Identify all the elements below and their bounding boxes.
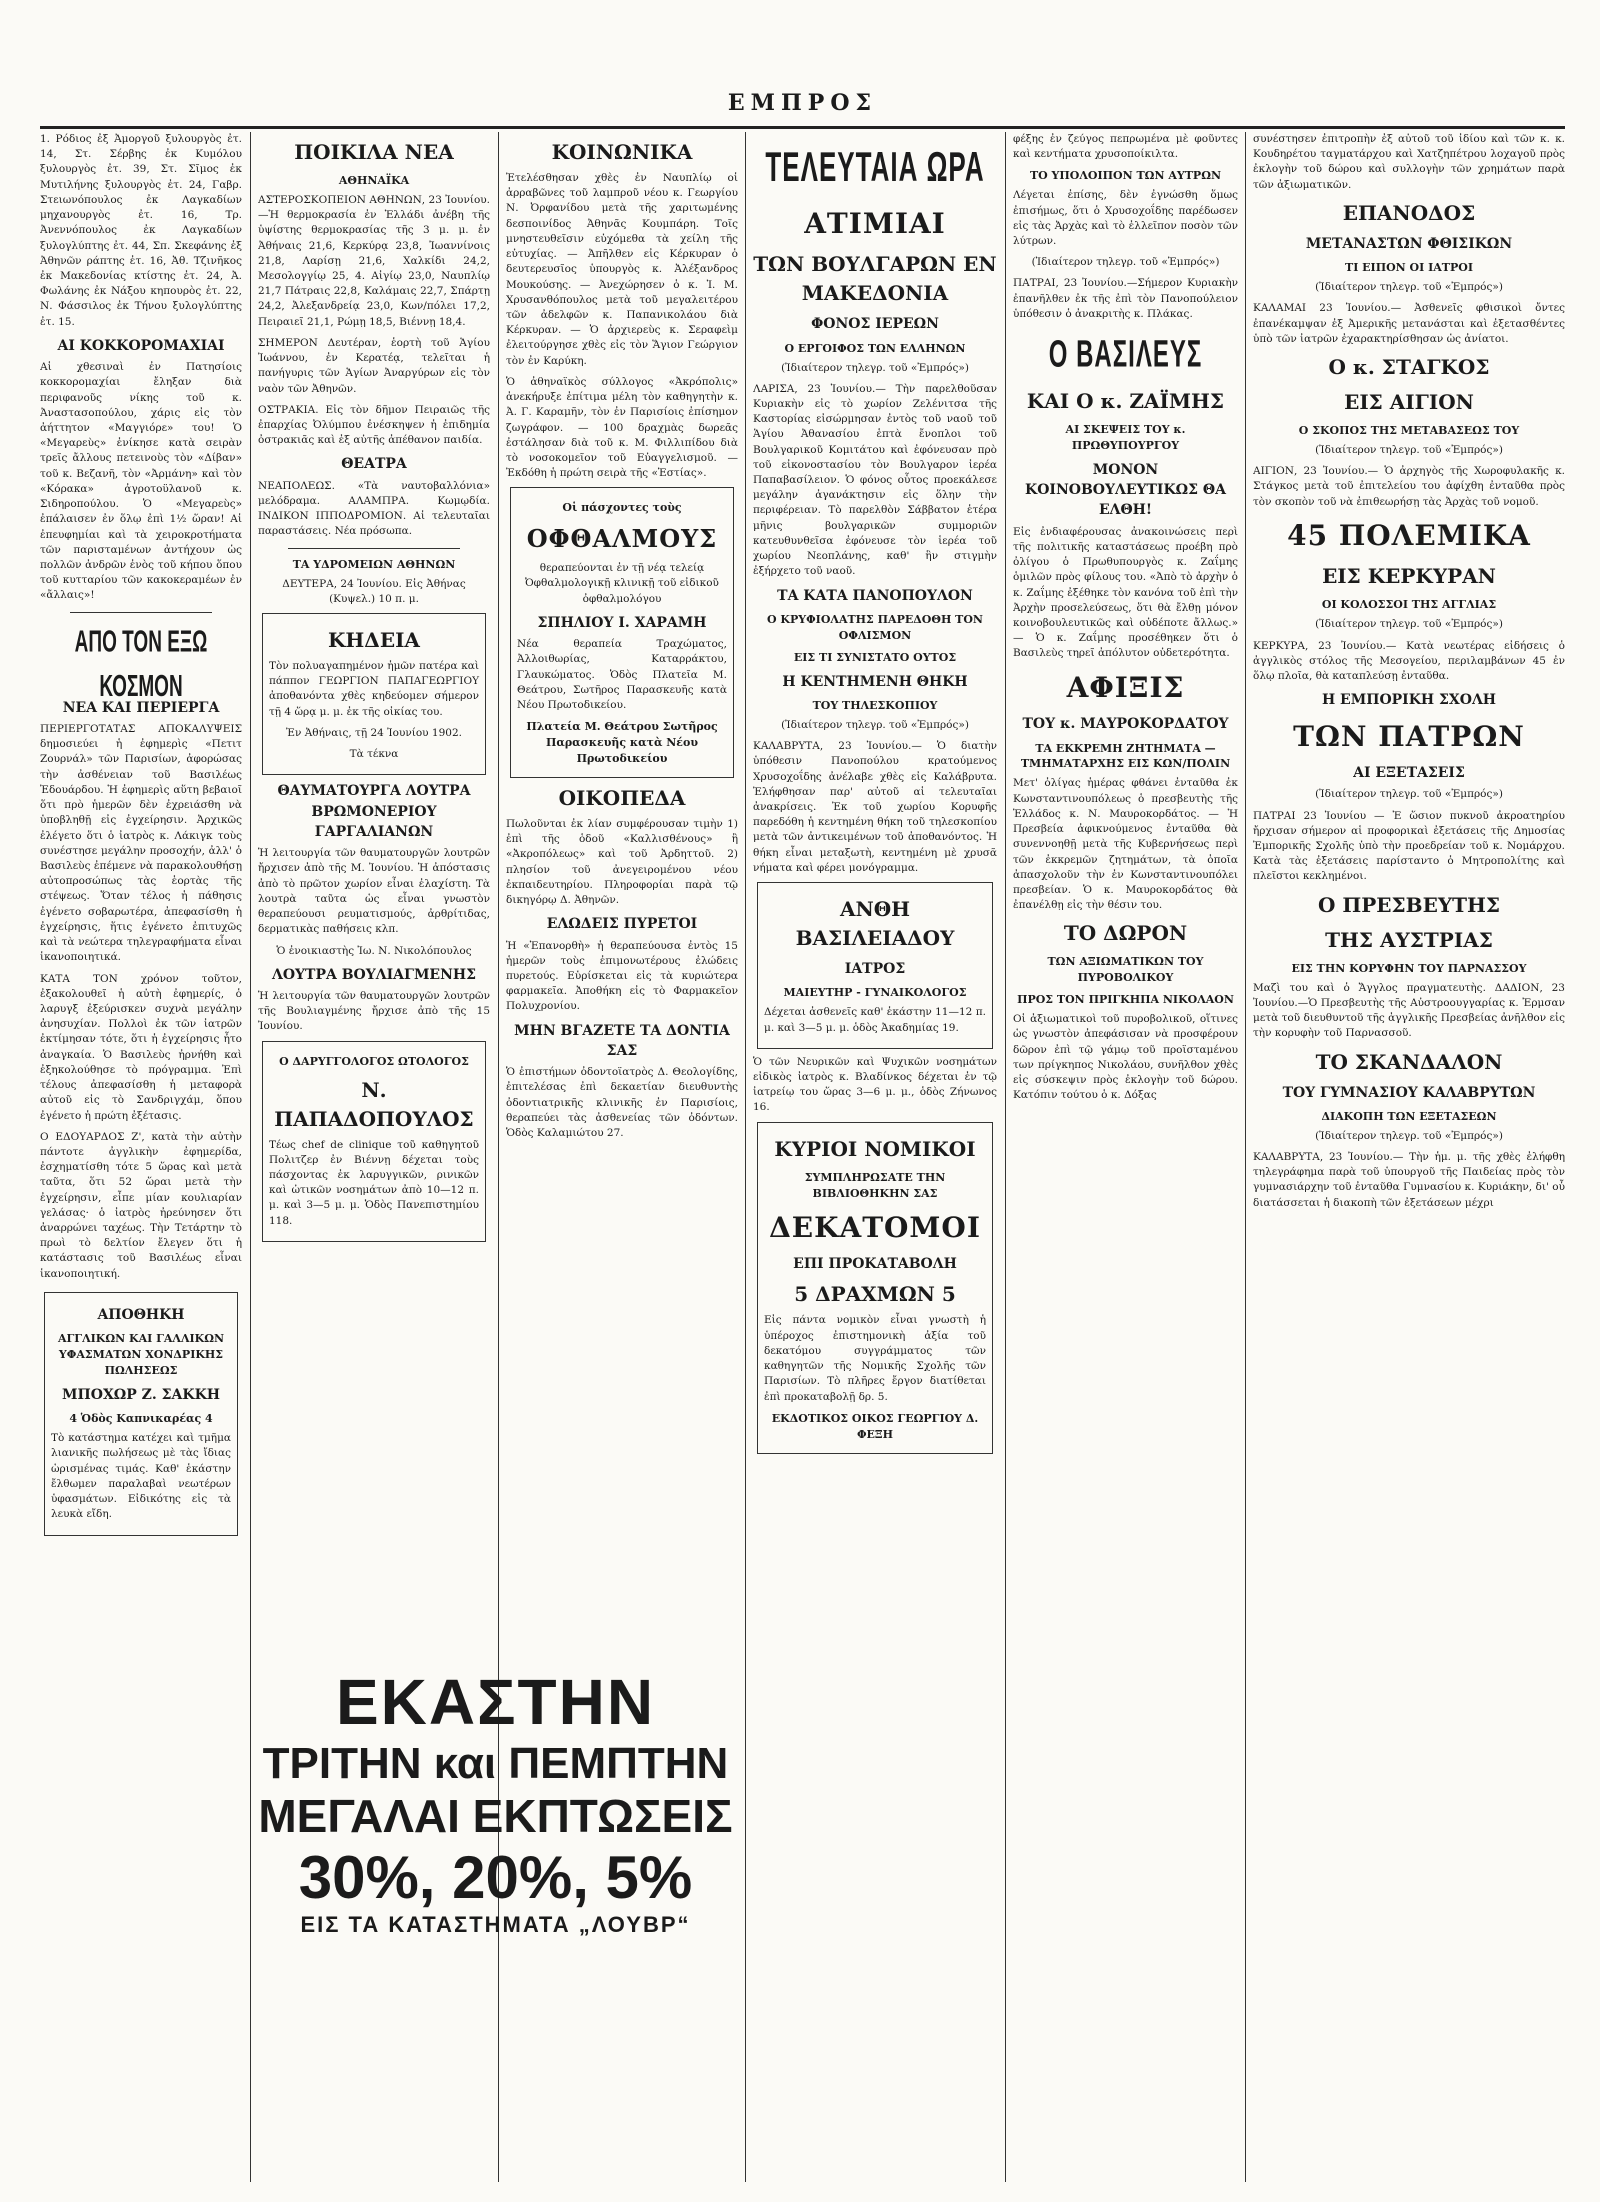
- heading-polemika: 45 ΠΟΛΕΜΙΚΑ: [1287, 518, 1531, 552]
- heading-mavrokordatou: ΤΟΥ κ. ΜΑΥΡΟΚΟΡΔΑΤΟΥ: [1022, 716, 1229, 733]
- telegram-source: (Ἰδιαίτερον τηλεγρ. τοῦ «Ἐμπρός»): [1315, 788, 1503, 801]
- masthead: [40, 90, 1565, 129]
- column-6: [1253, 132, 1565, 2182]
- heading-kata-panopoulon: ΤΑ ΚΑΤΑ ΠΑΝΟΠΟΥΛΟΝ: [777, 587, 973, 604]
- notice-kideia: [262, 613, 486, 775]
- heading-teleutaia-ora: ΤΕΛΕΥΤΑΙΑ ΩΡΑ: [765, 142, 985, 191]
- article-text: ΣΗΜΕΡΟΝ Δευτέραν, ἑορτὴ τοῦ Ἁγίου Ἰωάννου, ἐν Κερατέᾳ, τελεῖται ἡ πανήγυρις τῶν Ἁγίων Ἀναργύρων εἰς τὸν ναὸν τῶν Ἀθηνῶν.: [258, 336, 490, 395]
- column-rule: [745, 132, 746, 2182]
- heading-atimiai: ΑΤΙΜΙΑΙ: [804, 206, 946, 240]
- subheading: ΤΩΝ ΑΞΙΩΜΑΤΙΚΩΝ ΤΟΥ ΠΥΡΟΒΟΛΙΚΟΥ: [1047, 955, 1204, 985]
- divider: [288, 548, 460, 549]
- subheading: ΕΙΣ ΤΗΝ ΚΟΡΥΦΗΝ ΤΟΥ ΠΑΡΝΑΣΣΟΥ: [1291, 961, 1527, 975]
- ad-papadopoulos: [262, 1041, 486, 1242]
- ad-louvre: [258, 1665, 733, 2145]
- heading-ypoloipon: ΤΟ ΥΠΟΛΟΙΠΟΝ ΤΩΝ ΑΥΤΡΩΝ: [1029, 169, 1222, 183]
- article-text: Εἰς ἐνδιαφέρουσας ἀνακοινώσεις περὶ τῆς πολιτικῆς καταστάσεως προέβη πρὸ ὀλίγου ὁ Πρωθυπουργὸς κ. Ζαΐμης ὁμιλῶν πρὸς φίλους του. «Ἀπὸ τὸ ἀρχὴν ὁ κ. Ζαΐμης ἐξέθηκε τὸν κανόνα τοῦ ἐπὶ τὴν Ἀρχὴν προσελεύσεως, ὅτι θὰ ἔλθῃ μόνον κοινοβουλευτικῶς καὶ οὐδέποτε ἄλλως.» — Ὁ κ. Ζαΐμης προσέθηκεν ὅτι ὁ Βασιλεὺς τηρεῖ ἀπόλυτον οὐδετερότητα.: [1013, 525, 1238, 660]
- column-5: [1013, 132, 1238, 2182]
- article-text: Αἱ χθεσιναὶ ἐν Πατησίοις κοκκορομαχίαι ἔληξαν διὰ περιφανοῦς νίκης τοῦ κ. Ἀναστασοπούλου, χάρις εἰς τὸν ἀήττητον «Μαγγιόρε» του! Ὁ «Μεγαρεὺς» ἐνίκησε κατὰ σειρὰν τρεῖς ἄλλους πετεινοὺς τὸν «Δίβαν» τοῦ κ. Βεζανῆ, τὸν «Ἀρμάνη» καὶ τὸν «Κόρακα» ἀγροτοϋλανοῦ κ. Σιδηροπούλου. Ὁ «Μεγαρεὺς» ἐπάλαισεν ἐν ὅλῳ ἐπὶ 1½ ὥραν! Αἱ ἐπευφημίαι καὶ τὰ χειροκροτήματα τῶν παρισταμένων ἀντήχουν ὡς πολλῶν ἀνδρῶν ἐνὸς τοῦ κήπου ὅπου τοῦ κυτταρίου τῶν κακοκεραμέων ἐν «ἄλλαις»!: [40, 361, 242, 602]
- ad-line: ΜΕΓΑΛΑΙ ΕΚΠΤΩΣΕΙΣ: [258, 1790, 733, 1842]
- heading-metanaston: ΜΕΤΑΝΑΣΤΩΝ ΦΘΙΣΙΚΩΝ: [1305, 235, 1513, 252]
- article-text: Ο ΕΔΟΥΑΡΔΟΣ Ζ', κατὰ τὴν αὐτὴν πάντοτε ἀγγλικὴν ἐφημερίδα, ἐσχηματίσθη τότε 5 ὥρας καὶ μετὰ ταῦτα, ὅτι 52 ὥραι μετὰ τὴν ἐγχείρησιν, εἶπε μίαν κουλιαρίαν γελάσας· ὁ ἰατρὸς ἠρεύνησεν ὅτι ἀναρρώνει ταχέως. Τὴν Τετάρτην τὸ πρωὶ τὸ δελτίον ἔλεγεν ὅτι ἡ κατάστασις τοῦ Βασιλέως εἶναι ἱκανοποιητική.: [40, 1130, 242, 1280]
- ad-line: ΕΙΣ ΤΑ ΚΑΤΑΣΤΗΜΑΤΑ „ΛΟΥΒΡ“: [300, 1912, 691, 1937]
- ad-ophthalmoi: [510, 487, 734, 778]
- ad-text: Δέχεται ἀσθενεῖς καθ' ἑκάστην 11—12 π. μ. καὶ 3—5 μ. μ. ὁδὸς Ἀκαδημίας 19.: [764, 1006, 986, 1034]
- ad-address: Πλατεία Μ. Θεάτρου Σωτῆρος Παρασκευῆς κατὰ Νέου Πρωτοδικείου: [526, 720, 718, 766]
- heading-loutra-vromoneriou: ΘΑΥΜΑΤΟΥΡΓΑ ΛΟΥΤΡΑ ΒΡΩΜΟΝΕΡΙΟΥ ΓΑΡΓΑΛΙΑΝΩΝ: [277, 783, 471, 840]
- heading-athinaika: ΑΘΗΝΑΪΚΑ: [338, 174, 410, 187]
- telegram-source: (Ἰδιαίτερον τηλεγρ. τοῦ «Ἐμπρός»): [1031, 256, 1220, 269]
- column-rule: [1245, 132, 1246, 2182]
- ad-publisher: ΕΚΔΟΤΙΚΟΣ ΟΙΚΟΣ ΓΕΩΡΓΙΟΥ Δ. ΦΕΞΗ: [771, 1411, 979, 1441]
- article-text: ΚΕΡΚΥΡΑ, 23 Ἰουνίου.— Κατὰ νεωτέρας εἰδήσεις ὁ ἀγγλικὸς στόλος τῆς Μεσογείου, περιλαμβάνων 45 ἐν ὅλῳ πλοῖα, θὰ καταπλεύσῃ ἐνταῦθα.: [1253, 639, 1565, 682]
- heading-gymnasiou: ΤΟΥ ΓΥΜΝΑΣΙΟΥ ΚΑΛΑΒΡΥΤΩΝ: [1282, 1084, 1536, 1101]
- notice-text: Τὸν πολυαγαπημένον ἡμῶν πατέρα καὶ πάππον ΓΕΩΡΓΙΟΝ ΠΑΠΑΓΕΩΡΓΙΟΥ ἀποθανόντα χθὲς κηδεύομεν σήμερον τῇ 4 ὥρᾳ μ. μ. ἐκ τῆς οἰκίας του.: [269, 659, 479, 718]
- heading-stagkos: Ο κ. ΣΤΑΓΚΟΣ: [1328, 354, 1490, 379]
- column-rule: [250, 132, 251, 2182]
- article-text: ΚΑΛΑΒΡΥΤΑ, 23 Ἰουνίου.— Τὴν ἡμ. μ. τῆς χθὲς ἐλήφθη τηλεγράφημα παρὰ τοῦ ὑπουργοῦ τῆς Παιδείας πρὸς τὸν γυμνασιάρχην τοῦ ἐνταῦθα Γυμνασίου κ. Κυριάκην, δι' οὗ διατάσσεται ἡ διακοπὴ τῶν ἐξετάσεων μέχρι: [1253, 1150, 1565, 1209]
- telegram-source: (Ἰδιαίτερον τηλεγρ. τοῦ «Ἐμπρός»): [1315, 443, 1503, 456]
- article-text: Ἐτελέσθησαν χθὲς ἐν Ναυπλίῳ οἱ ἀρραβῶνες τοῦ λαμπροῦ νέου κ. Γεωργίου Ν. Ὀρφανίδου μετὰ τῆς χαριτωμένης δεσποινίδος Ἀθηνᾶς Κουμπάρη. Τοῖς μνηστευθεῖσιν εὐχόμεθα τὰ χείλη τῆς εὐτυχίας. — Ἀπῆλθεν εἰς Κέρκυραν ὁ δευτερευσῖος ὑπουργὸς κ. Ἀλέξανδρος Μουκούσης. — Ἀνεχώρησεν ὁ κ. Ἰ. Μ. Χρυσανθόπουλος μετὰ τοῦ μεγαλειτέρου τῶν ἀδελφῶν κ. Παπανικολάου διὰ Κέρκυραν. — Ὁ ἀρχιερεὺς κ. Σεραφεὶμ ἐλειτούργησε χθὲς εἰς τὸν Ἅγιον Γεώργιον τὸν ἐν Καρύκη.: [506, 172, 738, 367]
- heading-nea-perierga: ΝΕΑ ΚΑΙ ΠΕΡΙΕΡΓΑ: [62, 699, 220, 716]
- article-text: Λέγεται ἐπίσης, δὲν ἐγνώσθη ὅμως ἐπισήμως, ὅτι ὁ Χρυσοχοΐδης παρέδωσεν εἰς τὰς Ἀρχὰς καὶ τὸ ἐλλεῖπον ποσὸν τῶν λύτρων.: [1013, 189, 1238, 248]
- notice-date: Ἐν Ἀθήναις, τῇ 24 Ἰουνίου 1902.: [286, 726, 462, 739]
- heading-voulgaron: ΤΩΝ ΒΟΥΛΓΑΡΩΝ ΕΝ ΜΑΚΕΔΟΝΙΑ: [753, 252, 997, 306]
- ad-text: Εἰς πάντα νομικὸν εἶναι γνωστὴ ἡ ὑπέροχος ἐπιστημονικὴ ἀξία τοῦ δεκατόμου συγγράμματος τῶν καθηγητῶν τῆς Νομικῆς Σχολῆς τῶν Παρισίων. Τὸ πλῆρες ἔργον διατίθεται ἐπὶ προκαταβολῇ δρ. 5.: [764, 1314, 986, 1403]
- article-text: ΔΕΥΤΕΡΑ, 24 Ἰουνίου. Εἰς Ἀθήνας (Κυψελ.) 10 π. μ.: [282, 577, 466, 605]
- subheading: ΤΟΥ ΤΗΛΕΣΚΟΠΙΟΥ: [812, 698, 938, 712]
- ad-heading: ΑΠΟΘΗΚΗ: [97, 1306, 185, 1323]
- heading-koinonika: ΚΟΙΝΩΝΙΚΑ: [551, 140, 693, 164]
- article-text: Ὁ ἐπιστήμων ὀδοντοϊατρὸς Δ. Θεολογίδης, ἐπιτελέσας ἐπὶ δεκαετίαν διευθυντὴς ὀδοντιατρικῆς κλινικῆς ἐν Παρισίοις, θεραπεύει τὰς ἀσθενείας τῶν ὀδόντων. Ὁδὸς Καλαμιώτου 27.: [506, 1066, 738, 1140]
- ad-line: 30%, 20%, 5%: [298, 1844, 693, 1911]
- ad-heading: ΚΥΡΙΟΙ ΝΟΜΙΚΟΙ: [774, 1136, 976, 1161]
- heading-fonos-iereon: ΦΟΝΟΣ ΙΕΡΕΩΝ: [811, 316, 939, 333]
- article-text: ΟΣΤΡΑΚΙΑ. Εἰς τὸν δῆμον Πειραιῶς τῆς ἐπαρχίας Ὀλύμπου ἐνέσκηψεν ἡ ἐπιδημία ὀστρακιᾶς καὶ ἐξ αὐτῆς ἀπέθανον παιδία.: [258, 403, 490, 447]
- ad-subheading: ΑΓΓΛΙΚΩΝ ΚΑΙ ΓΑΛΛΙΚΩΝ ΥΦΑΣΜΑΤΩΝ ΧΟΝΔΡΙΚΗΣ ΠΩΛΗΣΕΩΣ: [57, 1332, 225, 1378]
- notice-signed: Τὰ τέκνα: [349, 748, 399, 761]
- article-text: Ὁ ἀθηναϊκὸς σύλλογος «Ἀκρόπολις» ἀνεκήρυξε ἐπίτιμα μέλη τὸν καθηγητὴν κ. Ἀ. Γ. Καραμῆν, τὸν ἐν Παρισίοις ἐπίσημον ζωγράφον. — 100 δραχμὰς δωρεᾶς ἐστάλησαν διὰ τοῦ κ. Μ. Φιλλιπίδου διὰ τὸ νοσοκομεῖον τοῦ Εὐαγγελισμοῦ. — Ἐκδόθη ἡ πρώτη σειρὰ τῆς «Ἑστίας».: [506, 375, 738, 480]
- subheading: ΜΟΝΟΝ ΚΟΙΝΟΒΟΥΛΕΥΤΙΚΩΣ ΘΑ ΕΛΘΗ!: [1025, 461, 1226, 519]
- ad-heading: ΟΦΘΑΛΜΟΥΣ: [526, 524, 718, 554]
- heading-presvefits: Ο ΠΡΕΣΒΕΥΤΗΣ: [1317, 892, 1501, 917]
- heading-dontia: ΜΗΝ ΒΓΑΖΕΤΕ ΤΑ ΔΟΝΤΙΑ ΣΑΣ: [514, 1022, 730, 1059]
- ad-subtitle: ΕΠΙ ΠΡΟΚΑΤΑΒΟΛΗ: [793, 1256, 957, 1273]
- heading-oikopeda: ΟΙΚΟΠΕΔΑ: [558, 785, 686, 810]
- telegram-source: (Ἰδιαίτερον τηλεγρ. τοῦ «Ἐμπρός»): [1315, 618, 1503, 631]
- article-text: ΚΑΤΑ ΤΟΝ χρόνον τοῦτον, ἐξακολουθεῖ ἡ αὐτὴ ἐφημερίς, ὁ λαρυγξ ἐξεύρισκεν συχνὰ μεγάλην ἀνησυχίαν. Πολλοὶ ἐκ τῶν ἰατρῶν ἐκτίμησαν τότε, ὅτι ἡ ἐγχείρησις ἦτο ἀναγκαία. Ὁ Βασιλεὺς ἠρνήθη καὶ ἐξηκολούθησε τὸ πρόγραμμα. Ἐπὶ τέλους ἀπεφασίσθη ἡ μεταφορὰ αὐτοῦ εἰς τὸ Σανδριγχάμ, ὅπου ἐγένετο ἡ πρώτη ἐξέτασις.: [40, 972, 242, 1122]
- subheading: ΤΙ ΕΙΠΟΝ ΟΙ ΙΑΤΡΟΙ: [1345, 261, 1473, 275]
- ad-line: ΤΡΙΤΗΝ και ΠΕΜΠΤΗΝ: [262, 1739, 729, 1788]
- column-rule: [1005, 132, 1006, 2182]
- article-text: Μαζὶ του καὶ ὁ Ἄγγλος πραγματευτὴς. ΔΑΔΙΟΝ, 23 Ἰουνίου.—Ὁ Πρεσβευτὴς τῆς Αὐστροουγγαρίας κ. Ἐρμσαν μετὰ τοῦ διευθυντοῦ τῆς ἀγγλικῆς Πρεσβείας ἀνῆλθον εἰς τὴν κορυφὴν τοῦ Παρνασσοῦ.: [1253, 981, 1565, 1040]
- ad-subheading: ΣΥΜΠΛΗΡΩΣΑΤΕ ΤΗΝ ΒΙΒΛΙΟΘΗΚΗΝ ΣΑΣ: [804, 1170, 946, 1200]
- ad-price: 5 ΔΡΑΧΜΩΝ 5: [794, 1282, 956, 1307]
- article-text: φέξης ἐν ζεύγος πεπρωμένα μὲ φοῦντες καὶ κεντήματα χρυσοποίκιλτα.: [1013, 133, 1238, 161]
- ad-text: Τὸ κατάστημα κατέχει καὶ τμῆμα λιανικῆς πωλήσεως μὲ τὰς ἴδιας ὡρισμένας τιμάς. Καθ' ἑκάστην ἔλθωμεν παραλαβαὶ νεωτέρων ὑφασμάτων. Εἰδικότης εἰς τὰ λευκὰ εἴδη.: [51, 1432, 231, 1521]
- ad-subheading: ΙΑΤΡΟΣ: [844, 961, 906, 978]
- article-text: ΠΑΤΡΑΙ 23 Ἰουνίου — Ἐ ὥσιον πυκνοῦ ἀκροατηρίου ἤρχισαν σήμερον αἱ προφορικαὶ ἐξετάσεις τῆς Δημοσίας Ἐμπορικῆς Σχολῆς ὑπὸ τὴν προεδρείαν τοῦ κ. Νομάρχου. Κατὰ τὰς ἐξετάσεις παρίσταντο ὁ Μητροπολίτης καὶ πλεῖστοι κεκλημένοι.: [1253, 809, 1565, 883]
- subheading: Ο ΕΡΓΟΙΦΟΣ ΤΩΝ ΕΛΛΗΝΩΝ: [784, 341, 966, 355]
- heading-kentimeni-thiki: Η ΚΕΝΤΗΜΕΝΗ ΘΗΚΗ: [782, 673, 968, 690]
- article-text: ΑΙΓΙΟΝ, 23 Ἰουνίου.— Ὁ ἀρχηγὸς τῆς Χωροφυλακῆς κ. Στάγκος μετὰ τοῦ ἐπιτελείου του ἀφίχθη ἐνταῦθα πρὸς τὸν σκοπὸν τοῦ νὰ ἐπιθεωρήσῃ τὰς Ἀρχὰς τοῦ νομοῦ.: [1253, 465, 1565, 508]
- article-text: ΛΑΡΙΣΑ, 23 Ἰουνίου.— Τὴν παρελθοῦσαν Κυριακὴν εἰς τὸ χωρίον Ζελένιτσα τῆς Καστορίας εἰσώρμησαν ἐντὸς τοῦ ναοῦ τοῦ Ἁγίου Ἀθανασίου ἑπτὰ ἔνοπλοι τοῦ Βουλγαρικοῦ Κομιτάτου καὶ ἐφόνευσαν πρὸ τοῦ εἰκονοστασίου τὸν Βουλγαρον ἱερέα Παπαβασίλειον. Ὁ φόνος οὗτος προεκάλεσε μεγάλην ἀγανάκτησιν εἰς ὅλην τὴν περιφέρειαν. Τὸ παρελθὸν Σάββατον ἑτέρα μῆνις βουλγαρικῶν συμμοριῶν κατευθυνθεῖσα ἐφόνευσε τὸν ἱερέα τοῦ χωρίου Νεοπλάνης, καθ' ἣν στιγμὴν ἐξήρχετο τοῦ ναοῦ.: [753, 382, 997, 578]
- divider: [70, 612, 212, 613]
- heading-epanodos: ΕΠΑΝΟΔΟΣ: [1342, 200, 1476, 225]
- telegram-source: (Ἰδιαίτερον τηλεγρ. τοῦ «Ἐμπρός»): [781, 361, 969, 374]
- article-text: Μετ' ὀλίγας ἡμέρας φθάνει ἐνταῦθα ἐκ Κωνσταντινουπόλεως ὁ πρεσβευτὴς τῆς Ἑλλάδος κ. Ν. Μαυροκορδάτος. — Ἡ Πρεσβεία ἀφικνούμενος ἐνταῦθα θὰ συνεννοηθῇ μετὰ τῆς Κυβερνήσεως περὶ τῶν ἐκκρεμῶν ζητημάτων, τὰ ὁποῖα ἀπασχολοῦν τὴν ἐν Κωνσταντινουπόλει πρεσβείαν. Ὁ κ. Μαυροκορδάτος θὰ ἐπανέλθῃ εἰς τὴν θέσιν του.: [1013, 777, 1238, 912]
- heading-kokkoromaxiai: ΑΙ ΚΟΚΚΟΡΟΜΑΧΙΑΙ: [57, 337, 225, 354]
- ad-anthi: [757, 882, 993, 1049]
- notice-heading: ΚΗΔΕΙΑ: [328, 627, 420, 652]
- ad-text: Τέως chef de clinique τοῦ καθηγητοῦ Πολιτζερ ἐν Βιέννῃ δέχεται τοὺς πάσχοντας ἐκ λαρυγγικῶν, ρινικῶν καὶ ὠτικῶν νοσημάτων ἀπὸ 10—12 π. μ. καὶ 3—5 μ. μ. Ὁδὸς Πανεπιστημίου 118.: [269, 1138, 479, 1227]
- column-4: [753, 132, 997, 2182]
- subheading: Ο ΚΡΥΦΙΟΛΑΤΗΣ ΠΑΡΕΔΟΘΗ ΤΟΝ ΟΦΛΙΣΜΟΝ: [767, 612, 983, 642]
- heading-afixis: ΑΦΙΞΙΣ: [1066, 670, 1185, 704]
- ad-name: ΜΠΟΧΩΡ Ζ. ΣΑΚΚΗ: [62, 1387, 220, 1404]
- ad-dekatomoi: [757, 1122, 993, 1454]
- subheading: ΕΙΣ ΤΙ ΣΥΝΙΣΤΑΤΟ ΟΥΤΟΣ: [793, 650, 957, 664]
- ad-text: Νέα θεραπεία Τραχώματος, Ἀλλοιθωρίας, Καταρράκτου, Γλαυκώματος. Ὁδὸς Πλατεῖα Μ. Θεάτρου, Σωτῆρος Παρασκευῆς κατὰ Νέου Πρωτοδικείου.: [517, 638, 727, 711]
- article-text: ΚΑΛΑΒΡΥΤΑ, 23 Ἰουνίου.— Ὁ διατὴν ὑπόθεσιν Πανοπούλου κρατούμενος Χρυσοχοΐδης ἀνέλαβε χθὲς εἰς Καλάβρυτα. Ἐλήφθησαν παρ' αὐτοῦ αἱ τελευταῖαι ἀνακρίσεις. Ἐκ τοῦ χωρίου Κορυφῆς παρεδόθη ἡ κεντημένη θήκη τοῦ τηλεσκοπίου μετὰ τῶν ἀντικειμένων τοῦ ἀποθανόντος. Ἡ θήκη εἶναι μεταξωτὴ, κεντημένη μὲ χρυσᾶ νήματα καὶ φέρει μονόγραμμα.: [753, 740, 997, 874]
- article-text: Ἡ λειτουργία τῶν θαυματουργῶν λουτρῶν ἤρχισεν ἀπὸ τῆς Μ. Ἰουνίου. Ἡ ἀπόστασις ἀπὸ τὸ πρῶτον χωρίον εἶναι ἐλαχίστη. Τὰ λουτρὰ ταῦτα ὡς εἶναι γνωστὸν θεραπεύουσι ρευματισμούς, ἀρθρίτιδας, δερματικὰς παθήσεις κλπ.: [258, 847, 490, 936]
- article-text: Πωλοῦνται ἐκ λίαν συμφέρουσαν τιμὴν 1) ἐπὶ τῆς ὁδοῦ «Καλλισθένους» ἢ «Ἀκροπόλεως» καὶ τοῦ Ἀρδηττοῦ. 2) πλησίον τοῦ ἀνεγειρομένου νέου ἐκπαιδευτηρίου. Πληροφορίαι παρὰ τῷ δικηγόρῳ Δ. Ἀθηνῶν.: [506, 817, 738, 907]
- newspaper-title: ΕΜΠΡΟΣ: [727, 90, 878, 116]
- ad-specialty: ΜΑΙΕΥΤΗΡ - ΓΥΝΑΙΚΟΛΟΓΟΣ: [783, 986, 967, 1000]
- heading-exetaseis: ΑΙ ΕΞΕΤΑΣΕΙΣ: [1353, 765, 1465, 782]
- ad-address: 4 Ὁδὸς Καπνικαρέας 4: [69, 1412, 213, 1426]
- heading-poikila-nea: ΠΟΙΚΙΛΑ ΝΕΑ: [294, 140, 454, 164]
- subheading: ΔΙΑΚΟΠΗ ΤΩΝ ΕΞΕΤΑΣΕΩΝ: [1321, 1109, 1497, 1123]
- ad-title: ΔΕΚΑΤΟΜΟΙ: [769, 1210, 981, 1244]
- heading-skandalon: ΤΟ ΣΚΑΝΔΑΛΟΝ: [1315, 1049, 1503, 1074]
- article-text: Οἱ ἀξιωματικοὶ τοῦ πυροβολικοῦ, οἵτινες ὡς γνωστὸν ἀπεφάσισαν νὰ προσφέρουν δῶρον ἐπὶ τῷ γάμῳ τοῦ προϊσταμένου των πρίγκηπος Νικολάου, συνῆλθον χθὲς εἰς σύσκεψιν πρὸς ἐκλογὴν τοῦ δώρου. Κατόπιν τούτου ὁ κ. Δόξας: [1013, 1013, 1238, 1102]
- heading-elodeis-pyretoi: ΕΛΩΔΕΙΣ ΠΥΡΕΤΟΙ: [546, 916, 698, 933]
- telegram-source: (Ἰδιαίτερον τηλεγρ. τοῦ «Ἐμπρός»): [781, 718, 969, 731]
- article-text: ΚΑΛΑΜΑΙ 23 Ἰουνίου.— Ἀσθενεῖς φθισικοὶ ὄντες ἐπανέκαμψαν ἐξ Ἀμερικῆς μετανάσται καὶ ἐξετασθέντες ὑπὸ τῶν ἰατρῶν ἐχαρακτηρίσθησαν ὡς ἀνίατοι.: [1253, 302, 1565, 345]
- article-text: ΠΕΡΙΕΡΓΟΤΑΤΑΣ ΑΠΟΚΑΛΥΨΕΙΣ δημοσιεύει ἡ ἐφημερὶς «Πετιτ Ζουρνάλ» τῶν Παρισίων, ἀφορώσας τὴν ἀσθένειαν τοῦ Βασιλέως Ἐδουάρδου. Ἡ ἐφημερὶς αὕτη βεβαιοῖ ὅτι πρὸ ἡμερῶν δὲν ἐχρειάσθη νὰ ὑποβληθῇ εἰς ἐγχείρησιν. Ἀρχικῶς ἐλέγετο ὅτι ὁ ἰατρὸς κ. Λάκιγκ τοὺς συνέστησε μεγάλην προσοχήν, ἀλλ' ὁ Βασιλεὺς ἐπέμενε νὰ παρακολουθήσῃ αὐτοπροσώπως τὰς ἑορτὰς τῆς στέψεως. Ὅταν τέλος ἡ πάθησις ἐγένετο σοβαρωτέρα, ἀπεφασίσθη ἡ ἐγχείρησις, ἥτις ἐγένετο ἐπιτυχῶς καὶ τὰ νεώτερα τηλεγραφήματα εἶναι ἱκανοποιητικά.: [40, 723, 242, 964]
- subheading: ΑΙ ΣΚΕΨΕΙΣ ΤΟΥ κ. ΠΡΩΘΥΠΟΥΡΓΟΥ: [1065, 422, 1186, 452]
- article-text: Ἡ «Ἐπανορθὴ» ἡ θεραπεύουσα ἐντὸς 15 ἡμερῶν τοὺς ἐπιμονωτέρους ἐλώδεις πυρετούς. Εὑρίσκεται εἰς τὰ κυριώτερα φαρμακεῖα. Ἀποθήκη εἰς τὸ Φαρμακεῖον Πολυχρονίου.: [506, 939, 738, 1013]
- article-text: συνέστησεν ἐπιτροπὴν ἐξ αὐτοῦ τοῦ ἰδίου καὶ τῶν κ. κ. Κουδηρέτου ταγματάρχου καὶ Χατζηπέτρου λοχαγοῦ πρὸς ἐκλογὴν τοῦ δώρου καὶ συλλογὴν τῶν χρημάτων παρὰ τῶν ἀξιωματικῶν.: [1253, 133, 1565, 191]
- heading-eis-aigion: ΕΙΣ ΑΙΓΙΟΝ: [1344, 389, 1474, 414]
- telegram-source: (Ἰδιαίτερον τηλεγρ. τοῦ «Ἐμπρός»): [1315, 281, 1503, 294]
- heading-ydromeion: ΤΑ ΥΔΡΟΜΕΙΩΝ ΑΘΗΝΩΝ: [292, 557, 456, 571]
- subheading: Ο ΣΚΟΠΟΣ ΤΗΣ ΜΕΤΑΒΑΣΕΩΣ ΤΟΥ: [1298, 423, 1520, 437]
- ad-name: ΑΝΘΗ ΒΑΣΙΛΕΙΑΔΟΥ: [795, 897, 955, 951]
- heading-apo-exo-kosmon: ΑΠΟ ΤΟΝ ΕΞΩ ΚΟΣΜΟΝ: [74, 625, 208, 704]
- ad-subheading: θεραπεύονται ἐν τῇ νέᾳ τελείᾳ Ὀφθαλμολογικῇ κλινικῇ τοῦ εἰδικοῦ ὀφθαλμολόγου: [525, 562, 719, 605]
- heading-eis-kerkyran: ΕΙΣ ΚΕΡΚΥΡΑΝ: [1322, 564, 1496, 589]
- ad-heading: Ο ΔΑΡΥΓΓΟΛΟΓΟΣ ΩΤΟΛΟΓΟΣ: [279, 1054, 469, 1068]
- article-text: ΠΑΤΡΑΙ, 23 Ἰουνίου.—Σήμερον Κυριακὴν ἐπανῆλθεν ἐκ τῆς ἐπὶ τὸν Πανοπούλειον ὑπόθεσιν ὁ ἀνακριτὴς κ. Πλάκας.: [1013, 277, 1238, 320]
- ad-name: ΣΠΗΛΙΟΥ Ι. ΧΑΡΑΜΗ: [537, 614, 707, 631]
- ad-apothiki: [44, 1292, 238, 1536]
- article-text: ΝΕΑΠΟΛΕΩΣ. «Τὰ ναυτοβαλλόνια» μελόδραμα. ΑΛΑΜΠΡΑ. Κωμῳδία. ΙΝΔΙΚΟΝ ΙΠΠΟΔΡΟΜΙΟΝ. Αἱ τελευταῖαι παραστάσεις. Νέα πρόσωπα.: [258, 479, 490, 538]
- subheading: ΤΑ ΕΚΚΡΕΜΗ ΖΗΤΗΜΑΤΑ — ΤΜΗΜΑΤΑΡΧΗΣ ΕΙΣ ΚΩΝ/ΠΟΛΙΝ: [1020, 741, 1231, 771]
- article-text: 1. Ρόδιος ἐξ Ἀμοργοῦ ξυλουργὸς ἐτ. 14, Στ. Σέρβης ἐκ Κυμόλου ξυλουργὸς ἐτ. 39, Στ. Σῖμος ἐκ Μυτιλήνης ξυλουργὸς ἐτ. 24, Γαβρ. Στειωνόπουλος ἐκ Λαγκαδίων μηχανουργὸς ἐτ. 16, Τρ. Ἀνεννόπουλος ἐκ Λαγκαδίων ξυλογλύπτης ἐτ. 44, Σπ. Σκεφάνης ἐξ Ἀθηνῶν ράπτης ἐτ. 16, Ἀθ. Τζινῆκος ἐκ Μακεδονίας κτίστης ἐτ. 24, Ἀ. Φωλάνης ἐκ Νάξου κηπουρὸς ἐτ. 22, Ν. Φάσσιλος ἐκ Τήνου ξυλογλύπτης ἐτ. 15.: [40, 133, 242, 328]
- article-text: Ὁ τῶν Νευρικῶν καὶ Ψυχικῶν νοσημάτων εἰδικὸς ἰατρὸς κ. Βλαδίνκος δέχεται ἐν τῷ ἰατρείῳ του ὥρας 3—6 μ. μ., ὁδὸς Ζήνωνος 16.: [753, 1055, 997, 1114]
- heading-afstrias: ΤΗΣ ΑΥΣΤΡΙΑΣ: [1325, 927, 1493, 952]
- heading-doron: ΤΟ ΔΩΡΟΝ: [1063, 921, 1188, 946]
- ad-name: Ν. ΠΑΠΑΔΟΠΟΥΛΟΣ: [274, 1077, 474, 1131]
- heading-emporiki-scholi: Η ΕΜΠΟΡΙΚΗ ΣΧΟΛΗ: [1321, 692, 1497, 709]
- article-text: ΑΣΤΕΡΟΣΚΟΠΕΙΟΝ ΑΘΗΝΩΝ, 23 Ἰουνίου.—Ἡ θερμοκρασία ἐν Ἑλλάδι ἀνέβη τῆς ὑψίστης θερμοκρασίας τῆς 3 μ. μ. ἐν Ἀθήναις 21,6, Κερκύρᾳ 23,8, Ἰωαννίνοις 21,8, Λαρίσῃ 21,6, Χαλκίδι 24,2, Μεσολογγίῳ 25, 4. Αἰγίῳ 23,0, Ναυπλίῳ 21,7 Πάτραις 22,8, Καλάμαις 22,7, Σπάρτῃ 24,2, Ἀλεξανδρείᾳ 23,0, Κων/πόλει 17,2, Πειραιεῖ 21,1, Ρώμῃ 18,5, Βιέννῃ 18,4.: [258, 193, 490, 328]
- ad-line: ΕΚΑΣΤΗΝ: [335, 1666, 656, 1738]
- ad-pre-heading: Οἱ πάσχοντες τοὺς: [562, 501, 682, 515]
- heading-theatra: ΘΕΑΤΡΑ: [341, 456, 407, 473]
- heading-loutra-vouliagmenis: ΛΟΥΤΡΑ ΒΟΥΛΙΑΓΜΕΝΗΣ: [271, 966, 477, 983]
- column-3: [506, 132, 738, 1652]
- subheading: ΠΡΟΣ ΤΟΝ ΠΡΙΓΚΗΠΑ ΝΙΚΟΛΑΟΝ: [1017, 993, 1234, 1007]
- heading-vasilefs: Ο ΒΑΣΙΛΕΥΣ: [1048, 332, 1203, 377]
- column-1: [40, 132, 242, 2182]
- signature: Ὁ ἐνοικιαστὴς Ἰω. Ν. Νικολόπουλος: [276, 944, 472, 957]
- article-text: Ἡ λειτουργία τῶν θαυματουργῶν λουτρῶν τῆς Βουλιαγμένης ἤρχισε ἀπὸ τῆς 15 Ἰουνίου.: [258, 990, 490, 1033]
- subheading: ΟΙ ΚΟΛΟΣΣΟΙ ΤΗΣ ΑΓΓΛΙΑΣ: [1321, 598, 1497, 612]
- heading-kai-zaimis: ΚΑΙ Ο κ. ΖΑΪΜΗΣ: [1026, 388, 1225, 413]
- telegram-source: (Ἰδιαίτερον τηλεγρ. τοῦ «Ἐμπρός»): [1315, 1129, 1503, 1142]
- heading-ton-patron: ΤΩΝ ΠΑΤΡΩΝ: [1293, 719, 1525, 753]
